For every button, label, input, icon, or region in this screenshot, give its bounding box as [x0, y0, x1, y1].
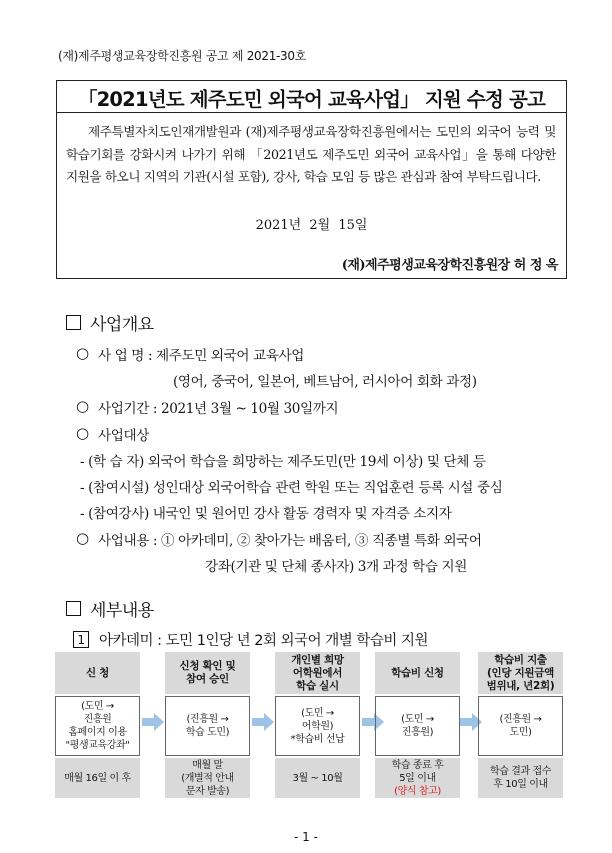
flow-step-3	[275, 652, 360, 798]
target-facility: - (참여시설) 성인대상 외국어학습 관련 학원 또는 직업훈련 등록 시설 중심	[80, 480, 503, 496]
square-bullet-icon	[66, 601, 81, 616]
flow-step-4	[375, 652, 460, 798]
project-languages: (영어, 중국어, 일본어, 베트남어, 러시아어 회화 과정)	[173, 374, 477, 390]
flow-step-5	[478, 652, 563, 798]
flow-step-2	[165, 652, 250, 798]
flow-step-2-title: 신청 확인 및 참여 승인	[165, 652, 250, 694]
form-reference-note: (양식 참고)	[394, 785, 441, 797]
circle-bullet-icon: ○	[76, 397, 90, 415]
intro-paragraph: 제주특별자치도인재개발원과 (재)제주평생교육장학진흥원에서는 도민의 외국어 능력 및 학습기회를 강화시켜 나가기 위해 「2021년도 제주도민 외국어 교육사업」을 통해 다양한 지원을 하오니 지역의 기관(시설 포함), 강사, 학습 모임 등 많은 관심과 참여 부탁드립니다.	[66, 124, 556, 184]
item-number-box: 1	[73, 631, 89, 648]
flow-step-4-title: 학습비 신청	[375, 652, 460, 694]
flow-step-1-actor: (도민 → 진흥원 홈페이지 이용 "평생교육강좌"	[55, 696, 140, 756]
flow-step-4-timing: 학습 종료 후 5일 이내 (양식 참고)	[375, 758, 460, 798]
flow-step-4-actor: (도민 → 진흥원)	[375, 696, 460, 756]
flow-arrow-icon	[252, 713, 274, 731]
project-content-sub: 강좌(기관 및 단체 종사자) 3개 과정 학습 지원	[205, 559, 467, 575]
flow-step-1	[55, 652, 140, 798]
flow-step-5-timing: 학습 결과 접수 후 10일 이내	[478, 758, 563, 798]
project-target-label: 사업대상	[98, 428, 149, 444]
flow-step-2-actor: (진흥원 → 학습 도민)	[165, 696, 250, 756]
academy-item-text: 아카데미 : 도민 1인당 년 2회 외국어 개별 학습비 지원	[99, 633, 428, 649]
circle-bullet-icon: ○	[76, 424, 90, 442]
flow-step-3-title: 개인별 희망 어학원에서 학습 실시	[275, 652, 360, 694]
flow-step-1-title: 신 청	[55, 652, 140, 694]
circle-bullet-icon: ○	[76, 529, 90, 547]
signer: (재)제주평생교육장학진흥원장 허 정 옥	[341, 258, 558, 273]
flow-step-5-actor: (진흥원 → 도민)	[478, 696, 563, 756]
title-divider	[56, 112, 567, 113]
flow-step-2-timing: 매월 말 (개별적 안내 문자 발송)	[165, 758, 250, 798]
target-instructor: - (참여강사) 내국인 및 원어민 강사 활동 경력자 및 자격증 소지자	[80, 506, 452, 522]
flow-step-1-timing: 매월 16일 이 후	[55, 758, 140, 798]
notice-number: (재)제주평생교육장학진흥원 공고 제 2021-30호	[58, 49, 307, 63]
page-title: 「2021년도 제주도민 외국어 교육사업」 지원 수정 공고	[77, 88, 546, 111]
circle-bullet-icon: ○	[76, 344, 90, 362]
flow-step-3-timing: 3월 ~ 10월	[275, 758, 360, 798]
project-content: 사업내용 : ① 아카데미, ② 찾아가는 배움터, ③ 직종별 특화 외국어	[98, 533, 482, 549]
academy-item	[73, 629, 428, 650]
project-name: 사 업 명 : 제주도민 외국어 교육사업	[98, 348, 304, 364]
section-overview-heading	[66, 310, 154, 335]
flow-step-3-actor: (도민 → 어학원) *학습비 선납	[275, 696, 360, 756]
flow-step-5-title: 학습비 지출 (인당 지원금액 범위내, 년2회)	[478, 652, 563, 694]
section-detail-label: 세부내용	[90, 601, 154, 621]
announcement-date: 2021년 2월 15일	[255, 218, 368, 233]
square-bullet-icon	[66, 315, 81, 330]
section-overview-label: 사업개요	[90, 315, 154, 335]
target-learner: - (학 습 자) 외국어 학습을 희망하는 제주도민(만 19세 이상) 및 단체 등	[80, 454, 486, 470]
section-detail-heading	[66, 596, 154, 621]
page-number: - 1 -	[294, 830, 318, 844]
flow-arrow-icon	[142, 713, 164, 731]
project-period: 사업기간 : 2021년 3월 ~ 10월 30일까지	[98, 401, 339, 417]
